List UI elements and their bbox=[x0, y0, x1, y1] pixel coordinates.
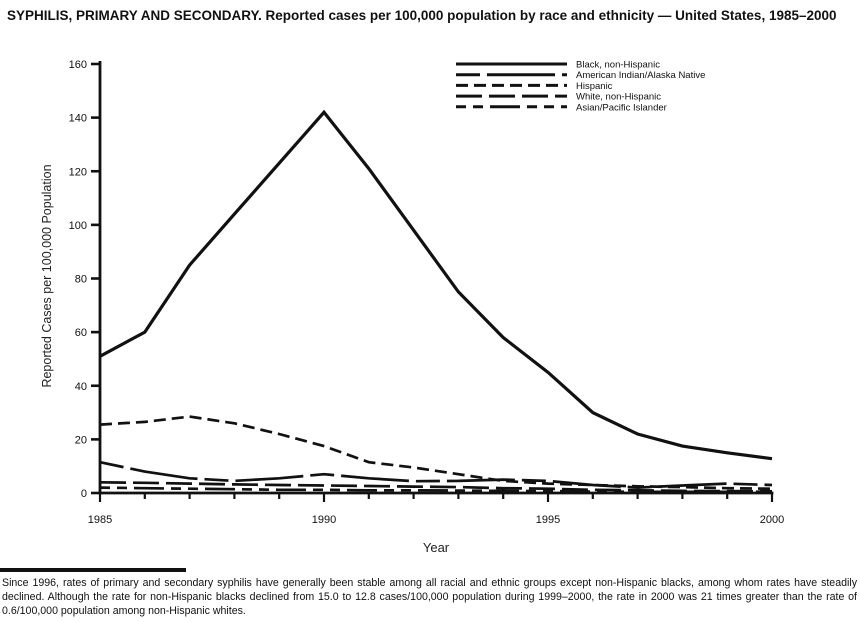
legend-label: American Indian/Alaska Native bbox=[576, 70, 706, 82]
legend-label: Black, non-Hispanic bbox=[576, 59, 660, 71]
x-tick-label: 1985 bbox=[87, 514, 113, 526]
y-tick-label: 120 bbox=[68, 166, 87, 179]
y-tick-label: 60 bbox=[74, 327, 87, 340]
x-axis-label: Year bbox=[422, 540, 450, 555]
y-tick-label: 80 bbox=[74, 273, 87, 286]
x-tick-label: 2000 bbox=[759, 514, 785, 526]
legend-item-american-indian-alaska-native bbox=[456, 70, 705, 81]
y-tick-label: 100 bbox=[68, 219, 87, 232]
legend-item-white-non-hispanic bbox=[456, 92, 661, 103]
footnote-divider bbox=[0, 568, 186, 572]
series-line-black-non-hispanic bbox=[100, 112, 772, 458]
y-tick-label: 160 bbox=[68, 59, 87, 71]
y-tick-label: 20 bbox=[74, 434, 87, 447]
chart-title: SYPHILIS, PRIMARY AND SECONDARY. Reported cases per 100,000 population by race and ethnicity — United States, 1985–2000 bbox=[7, 8, 837, 23]
legend bbox=[456, 60, 705, 114]
footnote-text: Since 1996, rates of primary and secondary syphilis have generally been stable among all racial and ethnic groups except non-Hispanic blacks, among whom rates have steadily declined. Although the rate for non-Hispanic blacks declined from 15.0 to 12.8 cases/100,000 population during 1999–2000, the rate in 2000 was 21 times greater than the rate of 0.6/100,000 population among non-Hispanic whites. bbox=[2, 577, 857, 617]
y-tick-label: 40 bbox=[74, 380, 87, 393]
legend-label: White, non-Hispanic bbox=[576, 91, 662, 103]
legend-item-asian-pacific-islander bbox=[456, 102, 667, 113]
y-tick-label: 140 bbox=[68, 112, 87, 125]
y-tick-label: 0 bbox=[80, 488, 87, 500]
legend-item-black-non-hispanic bbox=[456, 60, 660, 71]
series-line-hispanic bbox=[100, 417, 772, 489]
legend-item-hispanic bbox=[456, 81, 613, 92]
x-tick-label: 1990 bbox=[311, 514, 337, 526]
x-tick-label: 1995 bbox=[535, 514, 561, 526]
legend-label: Asian/Pacific Islander bbox=[576, 102, 667, 114]
y-axis-label: Reported Cases per 100,000 Population bbox=[40, 164, 54, 388]
legend-label: Hispanic bbox=[576, 80, 613, 92]
